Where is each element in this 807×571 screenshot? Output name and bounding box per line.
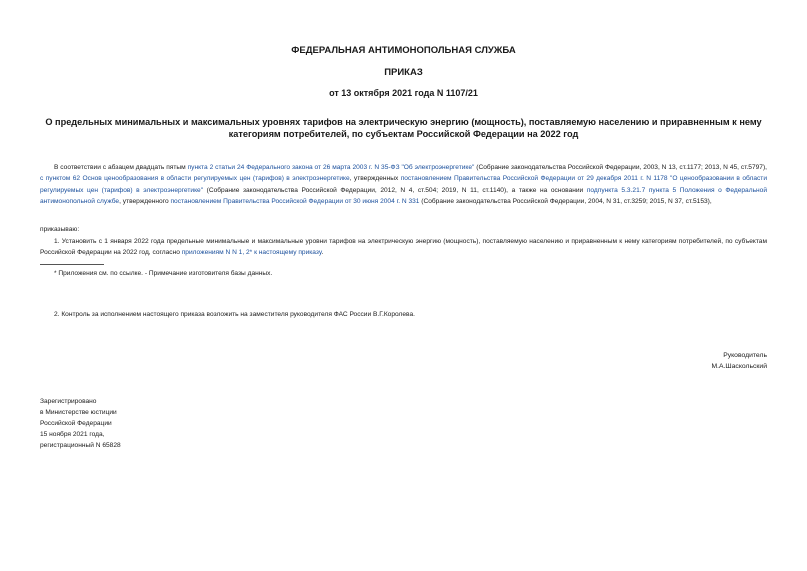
registration-line-1: Зарегистрировано	[40, 398, 97, 405]
registration-line-2: в Министерстве юстиции	[40, 409, 117, 416]
registration-line-3: Российской Федерации	[40, 420, 112, 427]
order-item-2: 2. Контроль за исполнением настоящего приказа возложить на заместителя руководителя ФАС России В.Г.Королева.	[54, 311, 415, 318]
ordered-text: приказываю:	[40, 226, 80, 233]
footnote-divider	[40, 264, 104, 265]
footnote: * Приложения см. по ссылке. - Примечание изготовителя базы данных.	[54, 270, 273, 277]
registration-line-4: 15 ноября 2021 года,	[40, 431, 105, 438]
item1-text-1: 1. Установить с 1 января 2022 года предельные минимальные и максимальные уровни тарифов на электрическую энергию (мощность), поставляемую населению и приравненным к нему категориям потребителей, по субъектам Российской Федерации на 2022 год, согласно	[40, 238, 767, 257]
agency-name: ФЕДЕРАЛЬНАЯ АНТИМОНОПОЛЬНАЯ СЛУЖБА	[291, 45, 516, 56]
basis-text-3: , утвержденных	[349, 175, 401, 183]
basis-paragraph	[40, 162, 767, 208]
signature-name: М.А.Шаскольский	[711, 363, 767, 370]
document-title: О предельных минимальных и максимальных уровнях тарифов на электрическую энергию (мощность), поставляемую населению и приравненным к нему категориям потребителей, по субъектам Российской Федерации на 2022 год	[45, 117, 762, 139]
order-item-1	[40, 236, 767, 259]
item1-text-2: .	[321, 249, 324, 257]
basis-text-1: В соответствии с абзацем двадцать пятым	[54, 164, 188, 171]
signature-position: Руководитель	[723, 352, 767, 359]
registration-line-5: регистрационный N 65828	[40, 442, 121, 449]
document-type: ПРИКАЗ	[384, 67, 423, 78]
basis-text-2: (Собрание законодательства Российской Федерации, 2003, N 13, ст.1177; 2013, N 45, ст.5797),	[474, 164, 768, 171]
link-resolution-1178[interactable]: постановлением Правительства Российской Федерации от 29 декабря 2011 г. N 1178 "О ценообразовании в области регулируемых цен (тарифов) в электроэнергетике"	[40, 175, 768, 194]
basis-text-4: (Собрание законодательства Российской Федерации, 2012, N 4, ст.504; 2019, N 11, ст.1140), а также на основании	[203, 186, 587, 194]
link-resolution-331[interactable]: постановлением Правительства Российской Федерации от 30 июня 2004 г. N 331	[170, 198, 420, 206]
link-appendices[interactable]: приложениям N N 1, 2* к настоящему приказу	[181, 249, 322, 257]
basis-text-5: , утвержденного	[119, 198, 171, 206]
basis-text-6: (Собрание законодательства Российской Федерации, 2004, N 31, ст.3259; 2015, N 37, ст.5153),	[419, 198, 712, 206]
link-fz-35[interactable]: пункта 2 статьи 24 Федерального закона от 26 марта 2003 г. N 35-ФЗ "Об электроэнергетике"	[187, 164, 475, 171]
link-fas-regulation[interactable]: подпункта 5.3.21.7 пункта 5 Положения о Федеральной антимонопольной службе	[40, 186, 768, 206]
document-date-number: от 13 октября 2021 года N 1107/21	[329, 88, 478, 98]
link-pricing-basics[interactable]: с пунктом 62 Основ ценообразования в области регулируемых цен (тарифов) в электроэнергетике	[40, 175, 350, 183]
